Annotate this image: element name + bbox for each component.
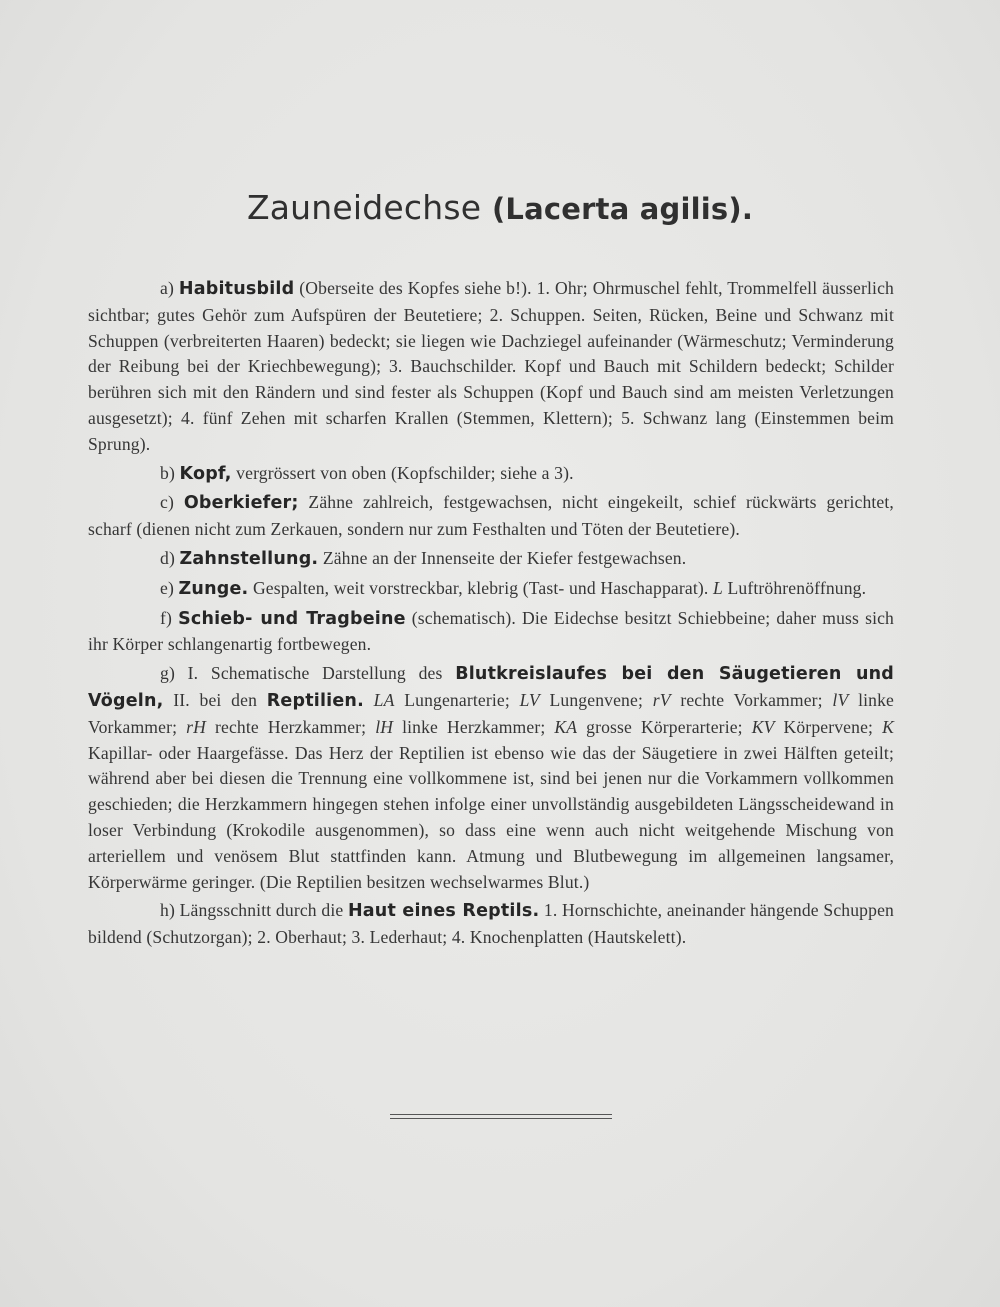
para-b-text: vergrössert von oben (Kopfschilder; siehe a 3). — [231, 462, 574, 483]
para-d-lead: d) — [160, 547, 180, 568]
para-g-t2: Lungenvene; — [539, 689, 653, 710]
abbr-lh: lH — [375, 716, 394, 737]
paragraph-d — [88, 546, 894, 573]
para-b-heading: Kopf, — [179, 463, 232, 484]
para-g-heading: Blutkreislaufes bei den Säugetieren und Vögeln, — [88, 664, 894, 711]
para-c-heading: Oberkiefer; — [183, 493, 299, 514]
end-rule-line — [390, 1114, 612, 1115]
para-b-lead: b) — [160, 462, 180, 483]
para-f-lead: f) — [160, 607, 179, 628]
para-e-abbr: L — [713, 577, 723, 598]
abbr-lv-small: lV — [832, 689, 849, 710]
paragraph-g — [88, 661, 894, 895]
abbr-lv: LV — [519, 689, 540, 710]
abbr-ka: KA — [554, 716, 578, 737]
para-g-t7: grosse Körperarterie; — [577, 716, 752, 737]
para-a-lead: a) — [160, 278, 179, 298]
para-g-t8: Körpervene; — [774, 716, 883, 737]
para-g-t6: linke Herzkammer; — [393, 716, 555, 737]
para-a-heading: Habitusbild — [178, 279, 295, 299]
paragraph-e — [88, 576, 894, 603]
abbr-la: LA — [373, 689, 395, 710]
para-d-heading: Zahnstellung. — [179, 548, 319, 569]
paragraph-b — [88, 461, 894, 488]
para-g-t4: linke Vorkammer; — [88, 689, 894, 737]
abbr-kv: KV — [751, 716, 775, 737]
para-g-mid: II. bei den — [163, 689, 267, 710]
para-h-heading: Haut eines Reptils. — [347, 901, 540, 922]
para-f-text: (schematisch). Die Eidechse besitzt Schiebbeine; daher muss sich ihr Körper schlangenartig fortbewegen. — [88, 607, 895, 655]
paragraph-a — [88, 276, 894, 458]
paragraph-f — [88, 606, 894, 659]
title-main: Zauneidechse — [246, 188, 492, 227]
para-e-text2: Luftröhrenöffnung. — [722, 577, 867, 598]
abbr-k: K — [882, 716, 894, 737]
abbr-rv: rV — [652, 689, 671, 710]
para-g-t1: Lungenarterie; — [394, 689, 520, 710]
para-g-t9: Kapillar- oder Haargefässe. Das Herz der Reptilien ist ebenso wie das der Säugetiere in zwei Hälften geteilt; während aber bei diesen die Trennung eine vollkommene ist, sind bei jenen nur die Vorkammern vollkommen geschieden; die Herzkammern hingegen stehen infolge einer unvollständig ausgebildeten Längsscheidewand in loser Verbindung (Krokodile ausgenommen), so dass eine wenn auch nicht weitgehende Mischung von arteriellem und venösem Blut stattfinden kann. Atmung und Blutbewegung im allgemeinen langsamer, Körperwärme geringer. (Die Reptilien besitzen wechselwarmes Blut.) — [88, 742, 894, 892]
para-e-heading: Zunge. — [178, 578, 249, 599]
page-title — [0, 188, 1000, 227]
title-latin-name: (Lacerta agilis). — [491, 192, 754, 226]
end-rule-line — [390, 1118, 612, 1119]
para-e-text: Gespalten, weit vorstreckbar, klebrig (Tast- und Haschapparat). — [248, 577, 709, 598]
para-e-lead: e) — [160, 577, 179, 598]
para-h-text: 1. Hornschichte, aneinander hängende Schuppen bildend (Schutzorgan); 2. Oberhaut; 3. Lederhaut; 4. Knochenplatten (Hautskelett). — [88, 900, 894, 948]
para-f-heading: Schieb- und Tragbeine — [178, 608, 406, 629]
para-c-text: Zähne zahlreich, festgewachsen, nicht eingekeilt, schief rückwärts gerichtet, scharf (dienen nicht zum Zerkauen, sondern nur zum Festhalten und Töten der Beutetiere). — [88, 492, 894, 540]
para-g-lead: g) I. Schematische Darstellung des — [160, 663, 456, 684]
para-g-heading2: Reptilien. — [266, 690, 364, 711]
end-rule — [390, 1114, 612, 1119]
para-d-text: Zähne an der Innenseite der Kiefer festgewachsen. — [318, 547, 687, 568]
para-c-lead: c) — [160, 492, 184, 513]
para-h-lead: h) Längsschnitt durch die — [160, 900, 348, 921]
para-a-text: (Oberseite des Kopfes siehe b!). 1. Ohr; Ohrmuschel fehlt, Trommelfell äusserlich sichtbar; gutes Gehör zum Aufspüren der Beutetiere; 2. Schuppen. Seiten, Rücken, Beine und Schwanz mit Schuppen (verbreiterten Haaren) bedeckt; sie liegen wie Dachziegel aufeinander (Wärmeschutz; Verminderung der Reibung bei der Kriechbewegung); 3. Bauchschilder. Kopf und Bauch mit Schildern bedeckt; Schilder berühren sich mit den Rändern und sind fester als Schuppen (Kopf und Bauch sind am meisten Verletzungen ausgesetzt); 4. fünf Zehen mit scharfen Krallen (Stemmen, Klettern); 5. Schwanz lang (Einstemmen beim Sprung). — [88, 278, 894, 454]
paragraph-h — [88, 898, 894, 951]
document-body — [88, 276, 894, 954]
para-g-t3: rechte Vorkammer; — [670, 689, 833, 710]
paragraph-c — [88, 490, 894, 543]
abbr-rh: rH — [186, 716, 206, 737]
para-g-t5: rechte Herzkammer; — [205, 716, 376, 737]
